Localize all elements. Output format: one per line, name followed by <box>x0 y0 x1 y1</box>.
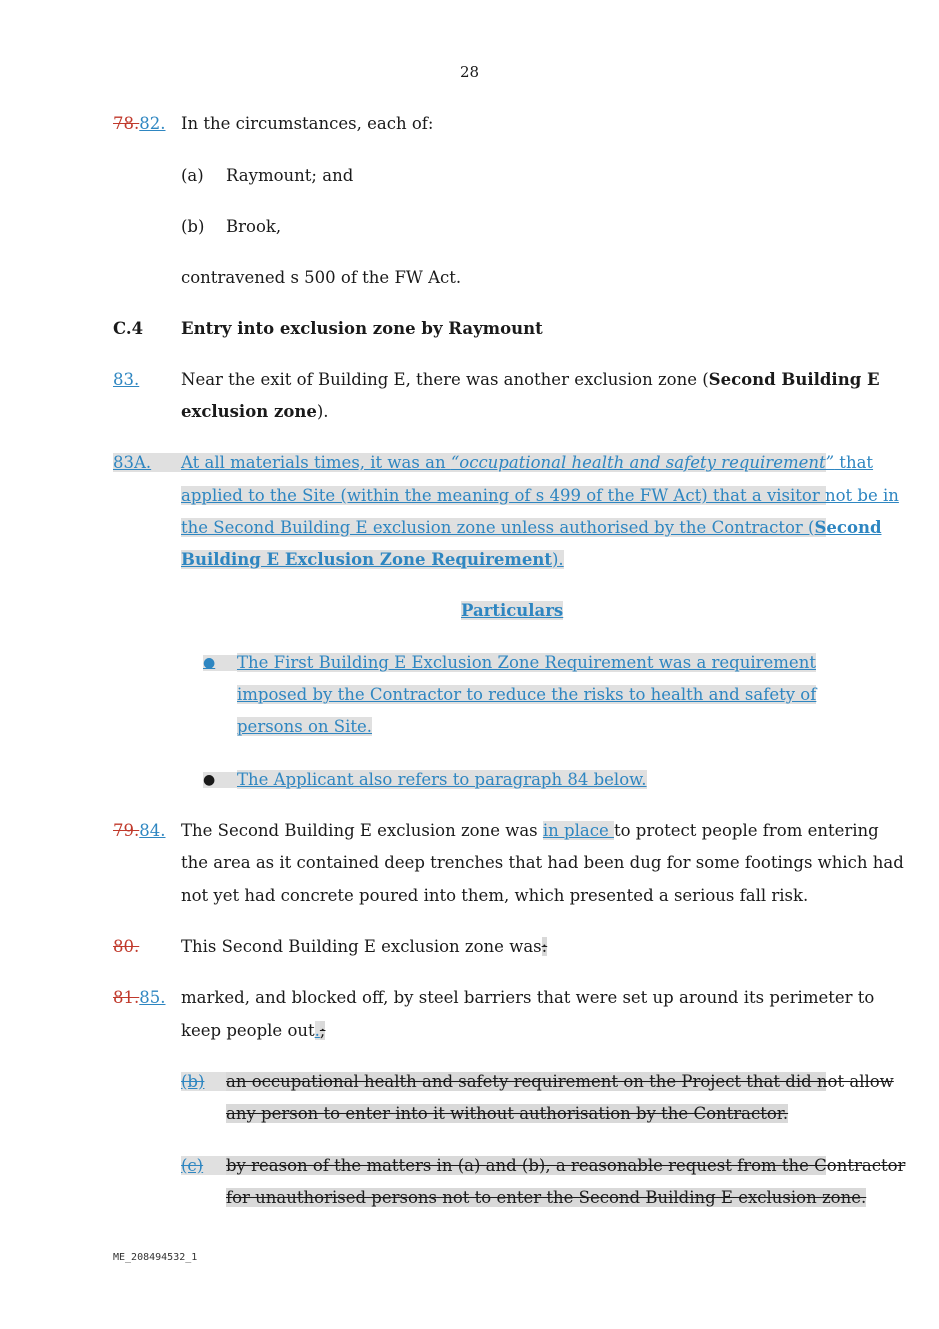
bullet-icon: ● <box>203 772 237 788</box>
page-number: 28 <box>460 63 480 81</box>
item-text-a: Raymount; and <box>226 166 354 185</box>
particulars-bullet-1-line-1: The First Building E Exclusion Zone Requirement was a requirement <box>237 653 816 672</box>
inserted-number: 82. <box>139 114 166 133</box>
paragraph-number-85: 81.85. <box>113 988 166 1007</box>
paragraph-number-84: 79.84. <box>113 821 166 840</box>
paragraph-number-83 <box>113 370 181 389</box>
particulars-bullet-1-line-2: imposed by the Contractor to reduce the risks to health and safety of <box>237 685 817 704</box>
paragraph-85-line-1: marked, and blocked off, by steel barriers that were set up around its perimeter to <box>181 988 875 1007</box>
section-number: C.4 <box>113 319 144 338</box>
paragraph-85-line-2: keep people out.; <box>181 1021 326 1040</box>
paragraph-84-line-2: the area as it contained deep trenches that had been dug for some footings which had <box>181 853 904 872</box>
paragraph-number-82 <box>113 114 192 133</box>
document-reference-footer: ME_208494532_1 <box>113 1252 198 1263</box>
deleted-item-c-line-1: by reason of the matters in (a) and (b), a reasonable request from the Contractor <box>226 1156 906 1175</box>
paragraph-83a-line-4: Building E Exclusion Zone Requirement). <box>181 550 564 569</box>
item-label-b: (b) <box>181 217 205 236</box>
deleted-item-c-line-2: for unauthorised persons not to enter the Second Building E exclusion zone. <box>226 1188 867 1207</box>
paragraph-number-83a: 83A. <box>113 453 181 472</box>
bullet-icon: ● <box>203 655 237 671</box>
deleted-item-b-line-1: an occupational health and safety requirement on the Project that did not allow <box>226 1072 894 1091</box>
particulars-bullet-1-line-3: persons on Site. <box>237 717 372 736</box>
paragraph-number-80: 80. <box>113 937 140 956</box>
deleted-item-b-line-2: any person to enter into it without authorisation by the Contractor. <box>226 1104 789 1123</box>
paragraph-83-line-1: Near the exit of Building E, there was another exclusion zone (Second Building E <box>181 370 880 389</box>
paragraph-84-line-3: not yet had concrete poured into them, which presented a serious fall risk. <box>181 886 809 905</box>
particulars-bullet-2: The Applicant also refers to paragraph 84 below. <box>237 770 647 789</box>
item-label-a: (a) <box>181 166 204 185</box>
paragraph-83a-line-2: applied to the Site (within the meaning of s 499 of the FW Act) that a visitor not be in <box>181 486 899 505</box>
deleted-item-label-c: (c) <box>181 1156 226 1175</box>
paragraph-82-text: In the circumstances, each of: <box>181 114 434 133</box>
paragraph-83-line-2: exclusion zone). <box>181 402 329 421</box>
paragraph-80-text: This Second Building E exclusion zone was: <box>181 937 548 956</box>
item-text-b: Brook, <box>226 217 282 236</box>
deleted-item-label-b: (b) <box>181 1072 226 1091</box>
particulars-heading: Particulars <box>461 601 564 620</box>
paragraph-83a-line-1: At all materials times, it was an “occupational health and safety requirement” that <box>181 453 874 472</box>
section-title: Entry into exclusion zone by Raymount <box>181 319 543 338</box>
paragraph-83a-line-3: the Second Building E exclusion zone unless authorised by the Contractor (Second <box>181 518 882 537</box>
paragraph-84-line-1: The Second Building E exclusion zone was in place to protect people from entering <box>181 821 879 840</box>
paragraph-82-tail: contravened s 500 of the FW Act. <box>181 268 462 287</box>
deleted-number: 78. <box>113 114 140 133</box>
inserted-number: 83. <box>113 370 140 389</box>
